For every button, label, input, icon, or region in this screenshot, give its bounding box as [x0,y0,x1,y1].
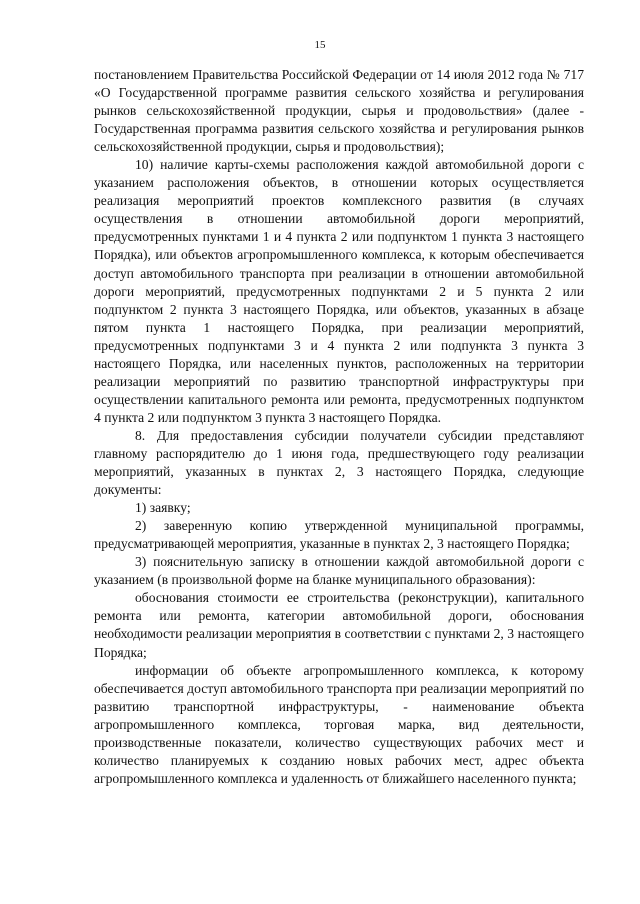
paragraph-item-10-map-scheme: 10) наличие карты-схемы расположения каждой автомобильной дороги с указанием расположения объектов, в отношении которых осуществляется реализация мероприятий проектов комплексного развития (в случаях осуществления в отношении автомобильной дороги мероприятий, предусмотренных пунктами 1 и 4 пункта 2 или подпунктом 1 пункта 3 настоящего Порядка), или объектов агропромышленного комплекса, к которым обеспечивается доступ автомобильного транспорта при реализации в отношении автомобильной дороги мероприятий, предусмотренных подпунктами 2 и 5 пункта 2 или подпунктом 2 пункта 3 настоящего Порядка, или объектов, указанных в абзаце пятом пункта 1 настоящего Порядка, при реализации мероприятий, предусмотренных подпунктами 3 и 4 пункта 2 или подпункта 3 пункта 3 настоящего Порядка, или населенных пунктов, расположенных на территории реализации мероприятий по развитию транспортной инфраструктуры при осуществлении капитального ремонта или ремонта, предусмотренных подпунктом 4 пункта 2 или подпунктом 3 пункта 3 настоящего Порядка. [94,157,584,425]
list-item-explanatory-note: 3) пояснительную записку в отношении каждой автомобильной дороги с указанием (в произвольной форме на бланке муниципального образования): [94,554,584,588]
paragraph-cost-justification: обоснования стоимости ее строительства (реконструкции), капитального ремонта или ремонта, категории автомобильной дороги, обоснования необходимости реализации мероприятия в соответствии с пунктами 2, 3 настоящего Порядка; [94,590,584,660]
document-body [94,66,584,788]
paragraph-agro-object-information: информации об объекте агропромышленного комплекса, к которому обеспечивается доступ автомобильного транспорта при реализации мероприятий по развитию транспортной инфраструктуры, - наименование объекта агропромышленного комплекса, торговая марка, вид деятельности, производственные показатели, количество существующих рабочих мест и количество планируемых к созданию новых рабочих мест, адрес объекта агропромышленного комплекса и удаленность от ближайшего населенного пункта; [94,662,584,786]
list-item-application: 1) заявку; [135,500,191,516]
page-number: 15 [314,39,326,51]
list-item-municipal-program-copy: 2) заверенную копию утвержденной муниципальной программы, предусматривающей мероприятия, указанные в пунктах 2, 3 настоящего Порядка; [94,518,584,552]
paragraph-section-8-documents: 8. Для предоставления субсидии получатели субсидии представляют главному распорядителю до 1 июня года, предшествующего году реализации мероприятий, указанных в пунктах 2, 3 настоящего Порядка, следующие документы: [94,427,584,498]
paragraph-government-decree: постановлением Правительства Российской Федерации от 14 июля 2012 года № 717 «О Государственной программе развития сельского хозяйства и регулирования рынков сельскохозяйственной продукции, сырья и продовольствия» (далее - Государственная программа развития сельского хозяйства и регулирования рынков сельскохозяйственной продукции, сырья и продовольствия); [94,67,584,155]
